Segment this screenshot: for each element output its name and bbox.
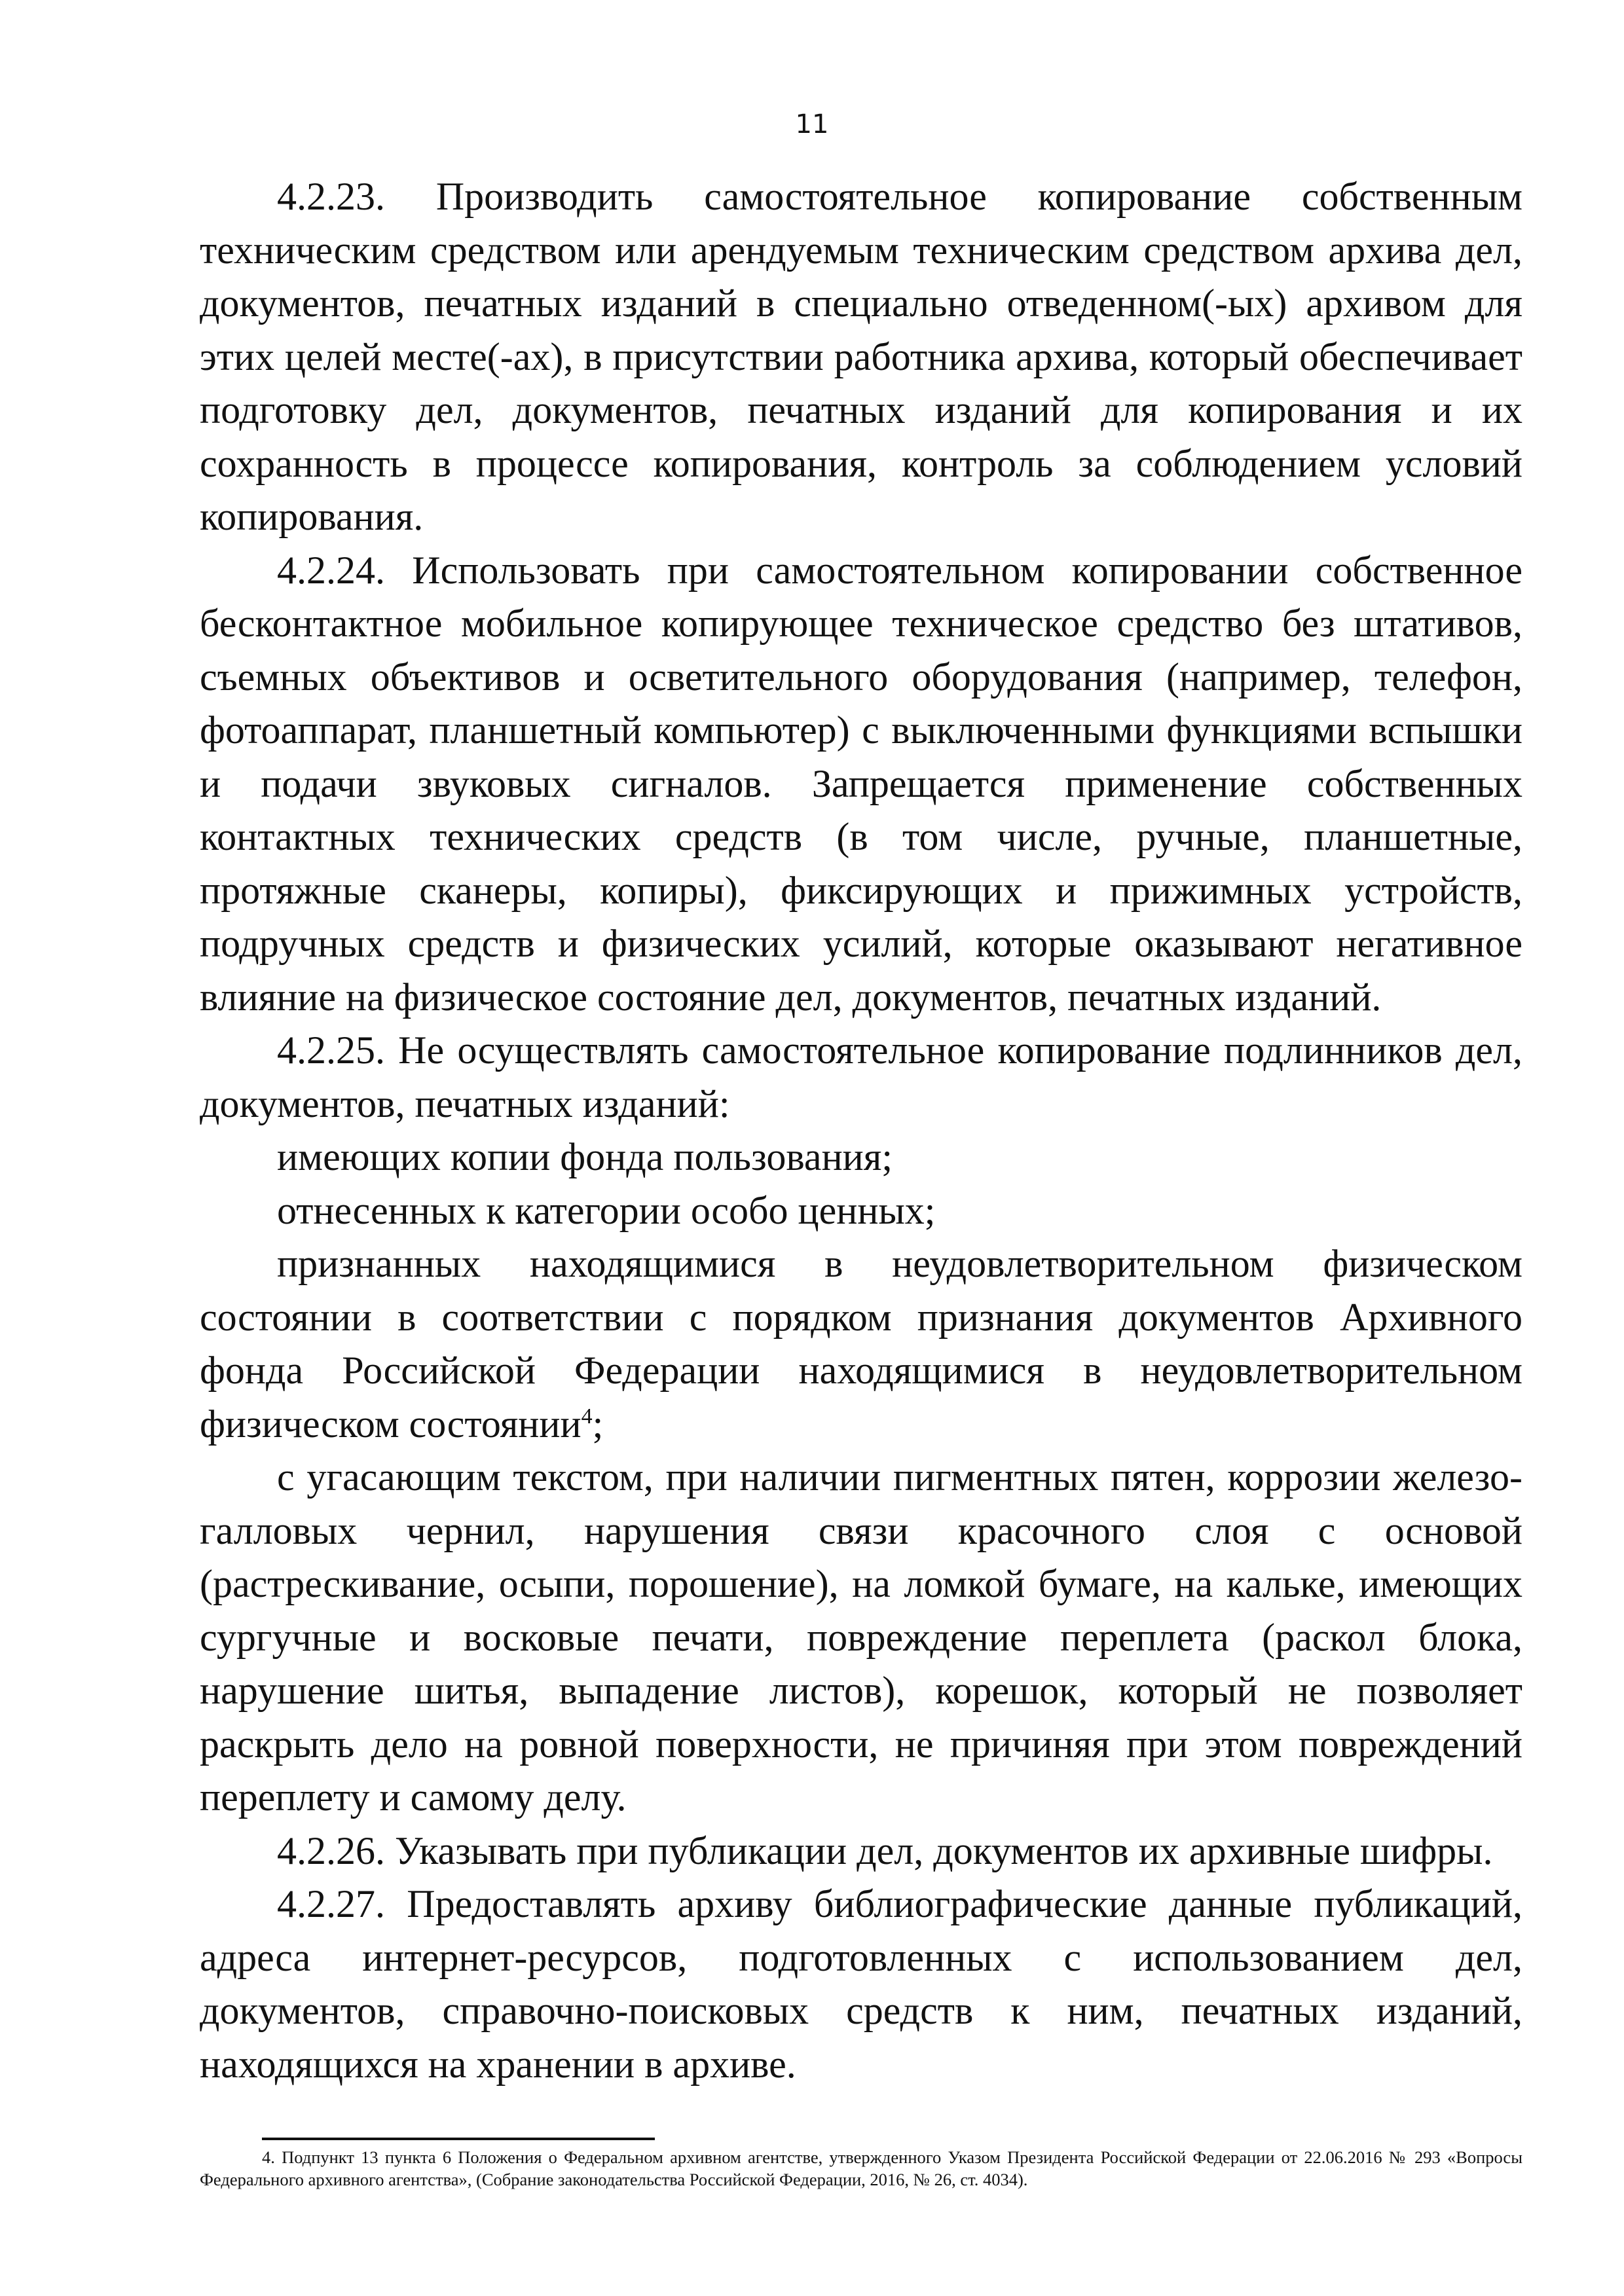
list-item-text: признанных находящимися в неудовлетворительном физическом состоянии в соответствии с порядком признания документов Архивного фонда Российской Федерации находящимися в неудовлетворительном физическом состоянии: [200, 1242, 1522, 1446]
footnote: 4. Подпункт 13 пункта 6 Положения о Федеральном архивном агентстве, утвержденного Указом Президента Российской Федерации от 22.06.2016 № 293 «Вопросы Федерального архивного агентства», (Собрание законодательства Российской Федерации, 2016, № 26, ст. 4034).: [200, 2147, 1522, 2189]
footnote-separator: [262, 2138, 655, 2140]
paragraph-4-2-26: 4.2.26. Указывать при публикации дел, документов их архивные шифры.: [277, 1829, 1493, 1872]
document-body: [200, 170, 1522, 2091]
list-item-punctuation: ;: [592, 1402, 604, 1446]
paragraph-4-2-25: 4.2.25. Не осуществлять самостоятельное копирование подлинников дел, документов, печатных изданий:: [200, 1029, 1522, 1125]
list-item-unsatisfactory-condition: [200, 1237, 1522, 1451]
paragraph-4-2-23: 4.2.23. Производить самостоятельное копирование собственным техническим средством или арендуемым техническим средством архива дел, документов, печатных изданий в специально отведенном(-ых) архивом для этих целей месте(-ах), в присутствии работника архива, который обеспечивает подготовку дел, документов, печатных изданий для копирования и их сохранность в процессе копирования, контроль за соблюдением условий копирования.: [200, 175, 1522, 538]
list-item-copies: имеющих копии фонда пользования;: [277, 1135, 893, 1178]
list-item-especially-valuable: отнесенных к категории особо ценных;: [277, 1188, 936, 1232]
paragraph-4-2-24: 4.2.24. Использовать при самостоятельном копировании собственное бесконтактное мобильное копирующее техническое средство без штативов, съемных объективов и осветительного оборудования (например, телефон, фотоаппарат, планшетный компьютер) с выключенными функциями вспышки и подачи звуковых сигналов. Запрещается применение собственных контактных технических средств (в том числе, ручные, планшетные, протяжные сканеры, копиры), фиксирующих и прижимных устройств, подручных средств и физических усилий, которые оказывают негативное влияние на физическое состояние дел, документов, печатных изданий.: [200, 548, 1522, 1019]
paragraph-4-2-27: 4.2.27. Предоставлять архиву библиографические данные публикаций, адреса интернет-ресурсов, подготовленных с использованием дел, документов, справочно-поисковых средств к ним, печатных изданий, находящихся на хранении в архиве.: [200, 1882, 1522, 2086]
footnote-reference[interactable]: 4: [581, 1404, 593, 1429]
list-item-damaged: с угасающим текстом, при наличии пигментных пятен, коррозии железо-галловых чернил, нарушения связи красочного слоя с основой (растрескивание, осыпи, порошение), на ломкой бумаге, на кальке, имеющих сургучные и восковые печати, повреждение переплета (раскол блока, нарушение шитья, выпадение листов), корешок, который не позволяет раскрыть дело на ровной поверхности, не причиняя при этом повреждений переплету и самому делу.: [200, 1455, 1522, 1819]
page-number: 11: [795, 109, 829, 139]
